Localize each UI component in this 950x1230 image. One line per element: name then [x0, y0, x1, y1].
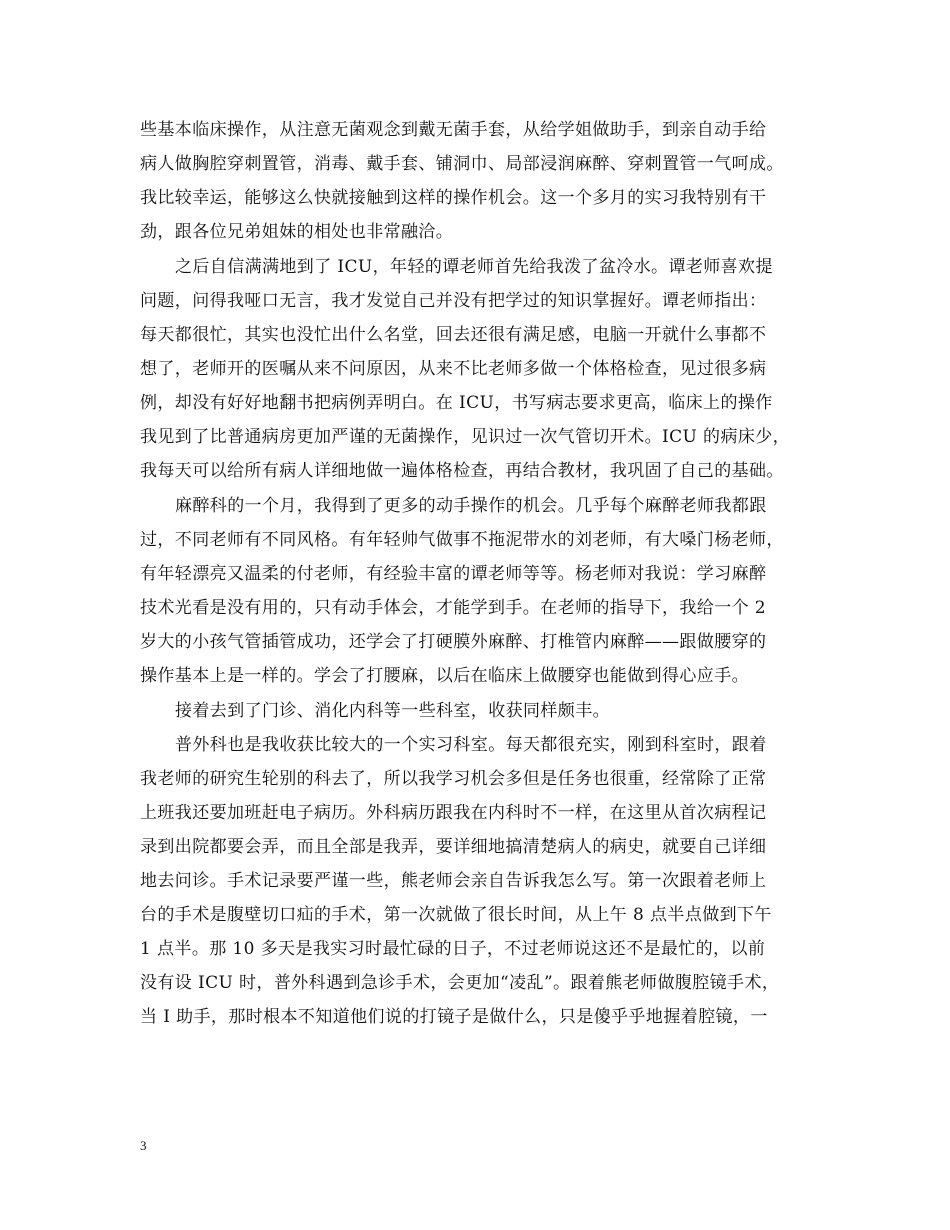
paragraph-first-line: 普外科也是我收获比较大的一个实习科室。每天都很充实，刚到科室时，跟着 — [175, 735, 767, 755]
text-line: 操作基本上是一样的。学会了打腰麻，以后在临床上做腰穿也能做到得心应手。 — [140, 666, 749, 686]
text-line: 1 点半。那 10 多天是我实习时最忙碌的日子，不过老师说这还不是最忙的，以前 — [140, 939, 766, 959]
text-line: 录到出院都要会弄，而且全部是我弄，要详细地搞清楚病人的病史，就要自己详细 — [140, 837, 767, 857]
text-line: 想了，老师开的医嘱从来不问原因，从来不比老师多做一个体格检查，见过很多病 — [140, 359, 767, 379]
page-number: 3 — [140, 1138, 147, 1153]
text-line: 例，却没有好好地翻书把病例弄明白。在 ICU，书写病志要求更高，临床上的操作 — [140, 393, 773, 413]
paragraph-first-line: 麻醉科的一个月，我得到了更多的动手操作的机会。几乎每个麻醉老师我都跟 — [175, 496, 767, 516]
text-line: 当 I 助手，那时根本不知道他们说的打镜子是做什么，只是傻乎乎地握着腔镜，一 — [140, 1007, 768, 1027]
text-line: 我比较幸运，能够这么快就接触到这样的操作机会。这一个多月的实习我特别有干 — [140, 188, 767, 208]
text-line: 些基本临床操作，从注意无菌观念到戴无菌手套，从给学姐做助手，到亲自动手给 — [140, 120, 767, 140]
text-line: 我每天可以给所有病人详细地做一遍体格检查，再结合教材，我巩固了自己的基础。 — [140, 461, 784, 481]
text-line: 岁大的小孩气管插管成功，还学会了打硬膜外麻醉、打椎管内麻醉——跟做腰穿的 — [140, 632, 767, 652]
text-line: 台的手术是腹壁切口疝的手术，第一次就做了很长时间，从上午 8 点半点做到下午 — [140, 905, 772, 925]
paragraph-first-line: 之后自信满满地到了 ICU，年轻的谭老师首先给我泼了盆冷水。谭老师喜欢提 — [175, 257, 773, 277]
text-line: 有年轻漂亮又温柔的付老师，有经验丰富的谭老师等等。杨老师对我说：学习麻醉 — [140, 564, 767, 584]
text-line: 没有设 ICU 时，普外科遇到急诊手术，会更加“凌乱”。跟着熊老师做腹腔镜手术， — [140, 973, 780, 993]
text-line: 问题，问得我哑口无言，我才发觉自己并没有把学过的知识掌握好。谭老师指出： — [140, 291, 767, 311]
text-line: 病人做胸腔穿刺置管，消毒、戴手套、铺洞巾、局部浸润麻醉、穿刺置管一气呵成。 — [140, 154, 784, 174]
text-line: 技术光看是没有用的，只有动手体会，才能学到手。在老师的指导下，我给一个 2 — [140, 598, 767, 618]
text-line: 地去问诊。手术记录要严谨一些，熊老师会亲自告诉我怎么写。第一次跟着老师上 — [140, 871, 767, 891]
paragraph-first-line: 接着去到了门诊、消化内科等一些科室，收获同样颇丰。 — [175, 701, 610, 721]
text-line: 每天都很忙，其实也没忙出什么名堂，回去还很有满足感，电脑一开就什么事都不 — [140, 325, 767, 345]
text-line: 过，不同老师有不同风格。有年轻帅气做事不拖泥带水的刘老师，有大嗓门杨老师， — [140, 530, 784, 550]
text-line: 我老师的研究生轮别的科去了，所以我学习机会多但是任务也很重，经常除了正常 — [140, 769, 767, 789]
text-line: 上班我还要加班赶电子病历。外科病历跟我在内科时不一样，在这里从首次病程记 — [140, 803, 767, 823]
text-line: 劲，跟各位兄弟姐妹的相处也非常融洽。 — [140, 222, 454, 242]
text-line: 我见到了比普通病房更加严谨的无菌操作，见识过一次气管切开术。ICU 的病床少， — [140, 427, 791, 447]
